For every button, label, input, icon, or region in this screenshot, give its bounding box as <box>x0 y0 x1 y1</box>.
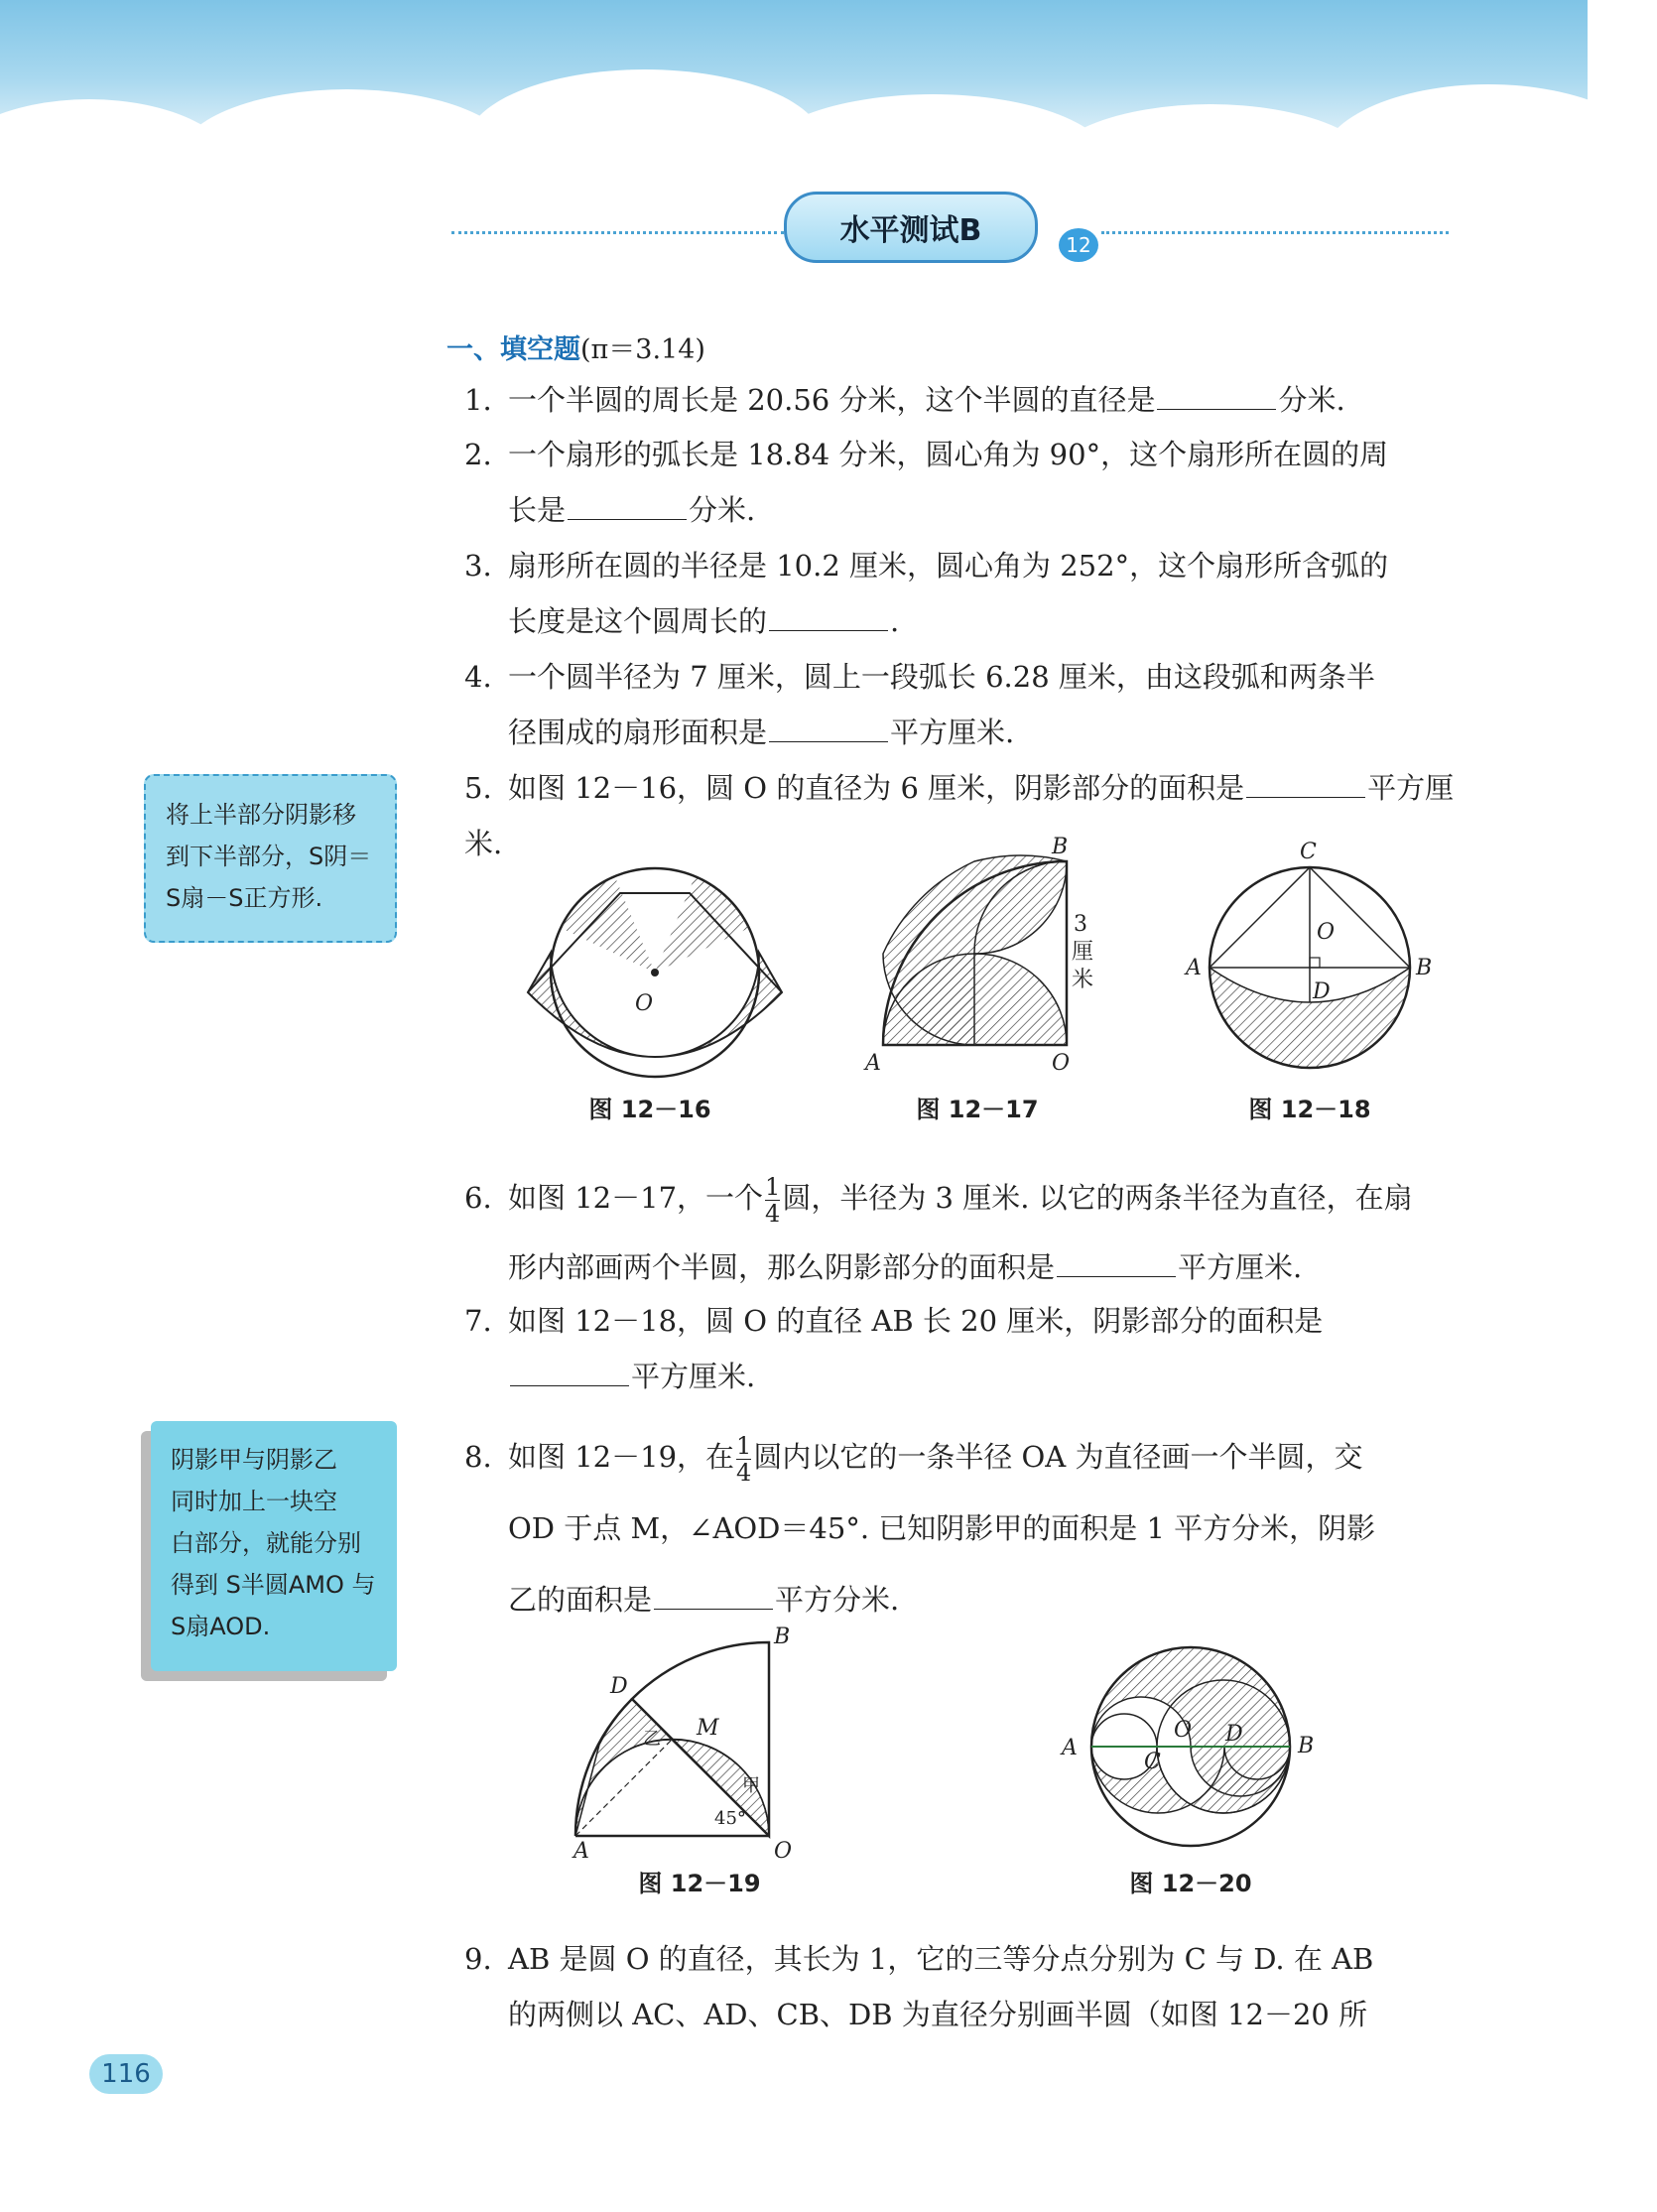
figure-12-16 <box>516 834 794 1092</box>
answer-blank[interactable] <box>769 714 888 742</box>
answer-blank[interactable] <box>1057 1248 1176 1277</box>
question-text: 圆，半径为 3 厘米. 以它的两条半径为直径，在扇 <box>782 1181 1413 1215</box>
question-number: 4. <box>464 660 492 694</box>
figure-label: 45° <box>714 1808 746 1829</box>
question-text: OD 于点 M，∠AOD＝45°. 已知阴影甲的面积是 1 平方分米，阴影 <box>508 1511 1376 1545</box>
question-text: 如图 12－17，一个 <box>508 1181 764 1215</box>
fraction-numerator: 1 <box>765 1172 781 1201</box>
answer-blank[interactable] <box>1246 769 1365 798</box>
figure-label: B <box>1298 1734 1315 1758</box>
figure-label: B <box>1052 835 1069 859</box>
hint-line: 到下半部分，S阴＝ <box>166 843 372 870</box>
figure-label: 甲 <box>742 1775 760 1796</box>
question-number: 8. <box>464 1440 492 1474</box>
question-7 <box>464 1293 1457 1404</box>
question-text: 一个扇形的弧长是 18.84 分米，圆心角为 90°，这个扇形所在圆的周 <box>508 438 1389 471</box>
figure-caption: 图 12－19 <box>638 1870 761 1897</box>
section-pi-note: (π＝3.14) <box>580 334 705 365</box>
question-number: 5. <box>464 771 492 805</box>
figure-label: O <box>635 991 654 1016</box>
question-number: 7. <box>464 1304 492 1338</box>
figure-12-20 <box>1057 1627 1325 1866</box>
figure-label: D <box>1225 1722 1243 1747</box>
figure-caption: 图 12－20 <box>1129 1870 1252 1897</box>
hint-line: 将上半部分阴影移 <box>166 801 356 829</box>
figure-label: C <box>1300 840 1317 864</box>
hint-line: 阴影甲与阴影乙 <box>171 1446 337 1474</box>
answer-blank[interactable] <box>654 1581 773 1610</box>
hint-line: 白部分，就能分别 <box>171 1529 361 1557</box>
answer-blank[interactable] <box>510 1358 629 1386</box>
question-3 <box>464 538 1457 649</box>
question-text: 分米. <box>689 493 756 527</box>
figure-label: C <box>1144 1750 1161 1774</box>
figure-label: O <box>1174 1718 1193 1743</box>
question-9 <box>464 1931 1457 2042</box>
question-text: 分米. <box>1278 383 1345 417</box>
figure-label: O <box>1317 920 1336 945</box>
figure-label: O <box>774 1839 793 1864</box>
section-title: 一、填空题 <box>446 334 580 365</box>
figure-label: A <box>1062 1736 1078 1760</box>
question-1 <box>464 372 1457 428</box>
figure-label: A <box>574 1839 589 1864</box>
figure-12-17 <box>853 832 1111 1080</box>
figure-label: O <box>1052 1051 1071 1076</box>
figure-12-18 <box>1176 834 1444 1082</box>
fraction-numerator: 1 <box>736 1431 752 1460</box>
figure-label: 3 <box>1074 912 1087 937</box>
figure-label: M <box>697 1716 719 1741</box>
header-dotted-line <box>1101 231 1449 234</box>
fraction-denominator: 4 <box>736 1458 752 1487</box>
question-number: 6. <box>464 1181 492 1215</box>
question-6 <box>464 1163 1457 1302</box>
question-text: 一个圆半径为 7 厘米，圆上一段弧长 6.28 厘米，由这段弧和两条半 <box>508 660 1375 694</box>
question-text: 长是 <box>508 493 567 527</box>
question-text: 一个半圆的周长是 20.56 分米，这个半圆的直径是 <box>508 383 1156 417</box>
chapter-badge: 12 <box>1059 228 1098 262</box>
hint-line: 同时加上一块空 <box>171 1488 337 1515</box>
figure-label: A <box>865 1051 881 1076</box>
fraction <box>765 1174 780 1227</box>
figure-label: D <box>610 1674 628 1699</box>
figure-12-19 <box>575 1627 833 1866</box>
hint-line: S扇－S正方形. <box>166 884 323 912</box>
question-text: 形内部画两个半圆，那么阴影部分的面积是 <box>508 1250 1056 1284</box>
question-text: 如图 12－18，圆 O 的直径 AB 长 20 厘米，阴影部分的面积是 <box>508 1304 1324 1338</box>
question-number: 9. <box>464 1942 492 1976</box>
fraction-denominator: 4 <box>765 1199 781 1228</box>
section-banner: 水平测试B <box>784 192 1038 263</box>
question-text: 径围成的扇形面积是 <box>508 716 768 749</box>
fraction <box>736 1433 751 1486</box>
cloud-decoration <box>179 89 516 228</box>
question-text: 乙的面积是 <box>508 1583 653 1617</box>
figure-label: 乙 <box>643 1729 661 1750</box>
question-2 <box>464 427 1457 538</box>
question-text: 的两侧以 AC、AD、CB、DB 为直径分别画半圆（如图 12－20 所 <box>508 1998 1368 2031</box>
section-heading <box>446 327 705 366</box>
figure-label: 米 <box>1072 968 1094 992</box>
question-text: . <box>890 604 900 638</box>
answer-blank[interactable] <box>568 491 687 520</box>
page-number: 116 <box>89 2054 163 2094</box>
answer-blank[interactable] <box>1157 381 1276 410</box>
question-text: 如图 12－19，在 <box>508 1440 735 1474</box>
question-8 <box>464 1421 1457 1635</box>
header-dotted-line <box>451 231 784 234</box>
figure-label: A <box>1186 956 1202 980</box>
question-text: AB 是圆 O 的直径，其长为 1，它的三等分点分别为 C 与 D. 在 AB <box>508 1942 1374 1976</box>
question-text: 圆内以它的一条半径 OA 为直径画一个半圆，交 <box>753 1440 1363 1474</box>
figure-caption: 图 12－17 <box>916 1096 1039 1123</box>
figure-label: B <box>1416 956 1433 980</box>
hint-note-2 <box>151 1421 397 1671</box>
question-text: 平方厘米. <box>631 1360 756 1393</box>
answer-blank[interactable] <box>769 602 888 631</box>
question-number: 2. <box>464 438 492 471</box>
cloud-decoration <box>1320 84 1657 243</box>
question-text: 平方厘米. <box>464 771 1455 860</box>
hint-line: 得到 S半圆AMO 与 <box>171 1571 376 1599</box>
figure-label: D <box>1313 979 1331 1004</box>
question-text: 长度是这个圆周长的 <box>508 604 768 638</box>
hint-line: S扇AOD. <box>171 1613 271 1640</box>
question-text: 平方厘米. <box>890 716 1015 749</box>
figure-caption: 图 12－16 <box>588 1096 711 1123</box>
question-text: 平方厘米. <box>1178 1250 1303 1284</box>
question-number: 1. <box>464 383 492 417</box>
question-text: 平方分米. <box>775 1583 900 1617</box>
question-number: 3. <box>464 549 492 583</box>
question-text: 扇形所在圆的半径是 10.2 厘米，圆心角为 252°，这个扇形所含弧的 <box>508 549 1389 583</box>
figure-label: B <box>774 1625 791 1649</box>
question-text: 如图 12－16，圆 O 的直径为 6 厘米，阴影部分的面积是 <box>508 771 1245 805</box>
figure-label: 厘 <box>1072 940 1094 965</box>
figure-caption: 图 12－18 <box>1248 1096 1371 1123</box>
hint-note-1 <box>144 774 397 943</box>
question-4 <box>464 649 1457 760</box>
